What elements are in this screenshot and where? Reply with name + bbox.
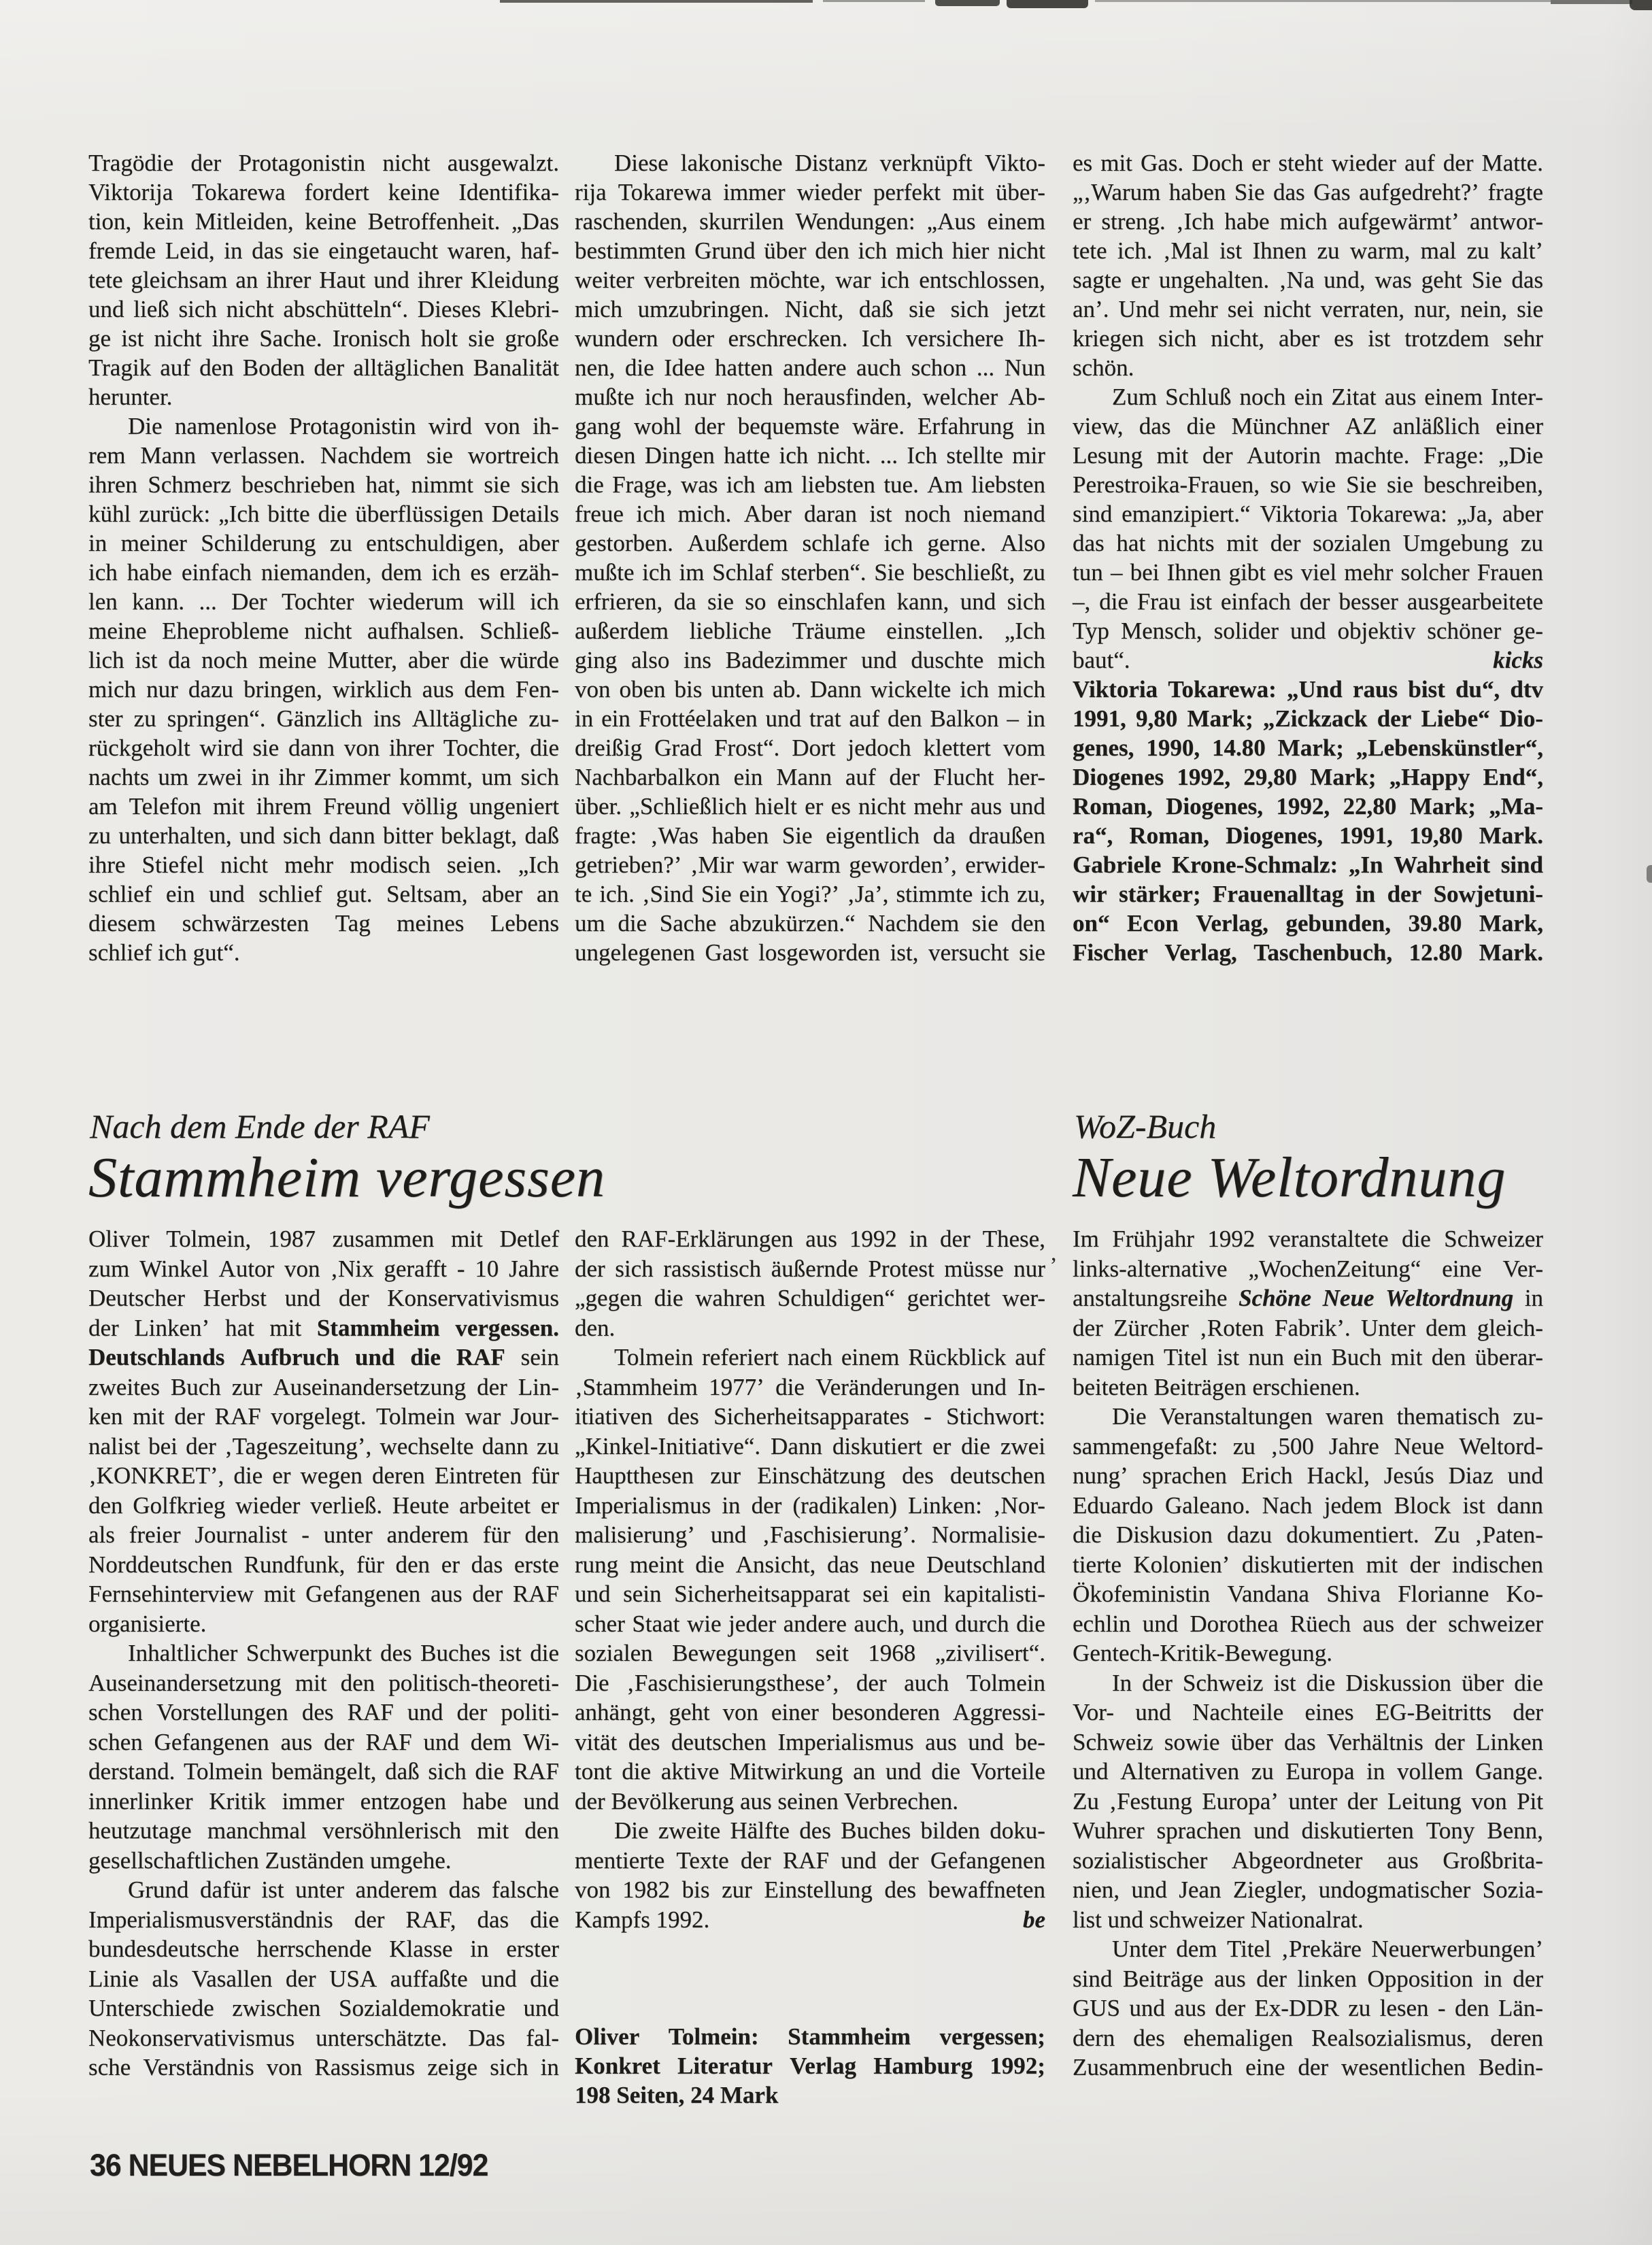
scan-edge-artifact (1551, 0, 1632, 4)
text-line: derstand. Tolmein bemängelt, daß sich die RAF (88, 1758, 559, 1785)
text-line: in ein Frottéelaken und trat auf den Balkon – in (575, 705, 1045, 732)
text-line: 198 Seiten, 24 Mark (575, 2082, 779, 2108)
text-line: innerlinker Kritik immer entzogen habe und (88, 1787, 559, 1814)
text-line: Fischer Verlag, Taschenbuch, 12.80 Mark. (1073, 939, 1543, 966)
text-line: tun – bei Ihnen gibt es viel mehr solcher Frauen (1073, 559, 1543, 586)
text-line: Inhaltlicher Schwerpunkt des Buches ist die (128, 1640, 559, 1666)
text-line: lich ist da noch meine Mutter, aber die würde (88, 647, 559, 673)
text-line: mich nur dazu bringen, wirklich aus dem Fen- (88, 676, 559, 703)
text-line: Roman, Diogenes, 1992, 22,80 Mark; „Ma- (1073, 793, 1543, 820)
text-line: Fernsehinterview mit Gefangenen aus der RAF (88, 1581, 559, 1607)
text-line: ken mit der RAF vorgelegt. Tolmein war Jour- (88, 1403, 559, 1430)
text-line: Die namenlose Protagonistin wird von ih- (128, 413, 559, 439)
text-line: Diese lakonische Distanz verknüpft Vikto- (614, 150, 1045, 176)
text-line: wir stärker; Frauenalltag in der Sowjetuni- (1073, 881, 1543, 907)
text-line: bestimmten Grund über den ich mich hier nicht (575, 237, 1045, 264)
text-line: zum Winkel Autor von ‚Nix gerafft - 10 Jahre (88, 1255, 559, 1282)
lower-column-2-bookref (575, 2022, 1045, 2110)
text-line: Ökofeministin Vandana Shiva Florianne Ko- (1073, 1581, 1543, 1607)
text-line: und Alternativen zu Europa in vollem Gange. (1073, 1758, 1543, 1785)
text-line: gesellschaftlichen Zuständen umgehe. (88, 1846, 452, 1874)
text-line: tont die aktive Mitwirkung an und die Vorteile (575, 1758, 1045, 1785)
author-signature: kicks (1493, 647, 1543, 673)
text-line: ster zu springen“. Gänzlich ins Alltägliche zu- (88, 705, 559, 732)
text-line: der Zürcher ‚Roten Fabrik’. Unter dem gleich- (1073, 1314, 1543, 1341)
text-line: Konkret Literatur Verlag Hamburg 1992; (575, 2053, 1045, 2079)
text-line: Neokonservativismus unterschätzte. Das fal- (88, 2024, 559, 2051)
text-line: Zusammenbruch eine der wesentlichen Bedin- (1073, 2054, 1543, 2080)
text-line: tete ich. ‚Mal ist Ihnen zu warm, mal zu kalt’ (1073, 237, 1543, 264)
text-line: zu unterhalten, und sich dann bitter beklagt, daß (88, 822, 559, 849)
text-line: den Golfkrieg wieder verließ. Heute arbeitet er (88, 1491, 559, 1519)
text-line: Zu ‚Festung Europa’ unter der Leitung von Pit (1073, 1787, 1543, 1814)
text-line: Typ Mensch, solider und objektiv schöner ge- (1073, 618, 1543, 644)
text-line: anhängt, geht von einer besonderen Aggressi- (575, 1699, 1045, 1725)
text-line: diesen Dingen hatte ich nicht. ... Ich stellte mir (575, 442, 1045, 469)
text-line: er streng. ‚Ich habe mich aufgewärmt’ antwor- (1073, 208, 1543, 235)
text-line: 1991, 9,80 Mark; „Zickzack der Liebe“ Dio- (1073, 705, 1543, 732)
text-line: außerdem liebliche Träume einstellen. „Ich (575, 618, 1045, 644)
text-line: sozialistischer Abgeordneter aus Großbrita- (1073, 1846, 1543, 1874)
text-line: erfrieren, da sie so einschlafen kann, und sich (575, 588, 1045, 615)
text-line: nen, die Idee hatten andere auch schon ... Nun (575, 354, 1045, 381)
text-line: tion, kein Mitleiden, keine Betroffenheit. „Das (88, 208, 559, 235)
scan-edge-artifact (1647, 865, 1652, 883)
text-line: Die ‚Faschisierungsthese’, der auch Tolmein (575, 1669, 1045, 1696)
text-line: kriegen sich nicht, aber es ist trotzdem sehr (1073, 325, 1543, 352)
text-line: „‚Warum haben Sie das Gas aufgedreht?’ fragte (1073, 179, 1543, 205)
text-line: genes, 1990, 14.80 Mark; „Lebenskünstler“, (1073, 735, 1543, 761)
text-line: list und schweizer Nationalrat. (1073, 1906, 1364, 1933)
text-line: on“ Econ Verlag, gebunden, 39.80 Mark, (1073, 910, 1543, 936)
text-line: Die Veranstaltungen waren thematisch zu- (1112, 1403, 1543, 1430)
text-line: die Frage, was ich am liebsten tue. Am liebsten (575, 471, 1045, 498)
text-line: ‚KONKRET’, die er wegen deren Eintreten für (88, 1462, 559, 1489)
scan-edge-artifact (500, 0, 813, 3)
text-line: mußte ich nur noch herausfinden, welcher Ab- (575, 384, 1045, 410)
text-line: fremde Leid, in das sie eingetaucht waren, haf- (88, 237, 559, 264)
text-line: mußte ich im Schlaf sterben“. Sie beschließt, zu (575, 559, 1045, 586)
text-line: itiativen des Sicherheitsapparates - Stichwort: (575, 1403, 1045, 1430)
text-line: sind Beiträge aus der linken Opposition in der (1073, 1965, 1543, 1992)
text-line: sagte er ungehalten. ‚Na und, was geht Sie das (1073, 267, 1543, 293)
lower-column-3 (1073, 1224, 1543, 2082)
text-line: Kampfs 1992. be (575, 1905, 1045, 1935)
scan-edge-artifact (1095, 0, 1551, 2)
text-line: In der Schweiz ist die Diskussion über die (1112, 1669, 1543, 1696)
text-line: tierte Kolonien’ diskutierten mit der indischen (1073, 1551, 1543, 1578)
text-line: Nachbarbalkon ein Mann auf der Flucht her- (575, 764, 1045, 790)
text-line: Linie als Vasallen der USA auffaßte und die (88, 1965, 559, 1992)
text-line: Tragik auf den Boden der alltäglichen Banalität (88, 354, 559, 381)
text-line: Wuhrer sprachen und diskutierten Tony Benn, (1073, 1817, 1543, 1844)
upper-column-1 (88, 148, 559, 967)
text-line: anstaltungsreihe Schöne Neue Weltordnung in (1073, 1285, 1543, 1311)
text-line: ge ist nicht ihre Sache. Ironisch holt sie große (88, 325, 559, 352)
text-line: „Kinkel-Initiative“. Dann diskutiert er die zwei (575, 1432, 1045, 1459)
text-line: schen Gefangenen aus der RAF und dem Wi- (88, 1728, 559, 1755)
text-line: am Telefon mit ihrem Freund völlig ungeniert (88, 793, 559, 820)
text-line: dreißig Grad Frost“. Dort jedoch klettert vom (575, 735, 1045, 761)
scan-edge-artifact (935, 0, 1000, 6)
gutter-print-artifact: , (1051, 1240, 1057, 1266)
text-line: Viktoria Tokarewa: „Und raus bist du“, dtv (1073, 676, 1543, 703)
text-line: nien, und Jean Ziegler, undogmatischer Sozia- (1073, 1876, 1543, 1903)
text-line: ihren Schmerz beschrieben hat, nimmt sie sich (88, 471, 559, 498)
text-line: Grund dafür ist unter anderem das falsche (128, 1876, 559, 1903)
text-line: beiteten Beiträgen erschienen. (1073, 1373, 1360, 1400)
text-line: Zum Schluß noch ein Zitat aus einem Inter- (1112, 384, 1543, 410)
text-line: und sein Sicherheitsapparat sei ein kapitalisti- (575, 1581, 1045, 1607)
text-line: rija Tokarewa immer wieder perfekt mit über- (575, 179, 1045, 205)
text-line: zweites Buch zur Auseinandersetzung der Lin- (88, 1373, 559, 1400)
text-line: sammengefaßt: zu ‚500 Jahre Neue Weltord- (1073, 1432, 1543, 1459)
text-line: „gegen die wahren Schuldigen“ gerichtet wer- (575, 1285, 1045, 1311)
text-line: Die zweite Hälfte des Buches bilden doku- (614, 1817, 1045, 1844)
text-line: schen Vorstellungen des RAF und der politi- (88, 1699, 559, 1725)
text-line: Imperialismus in der (radikalen) Linken: ‚Nor- (575, 1491, 1045, 1519)
upper-column-3 (1073, 148, 1543, 967)
text-line: sind emanzipiert.“ Viktoria Tokarewa: „Ja, aber (1073, 501, 1543, 527)
text-line: Diogenes 1992, 29,80 Mark; „Happy End“, (1073, 764, 1543, 790)
text-line: links-alternative „WochenZeitung“ eine Ver- (1073, 1255, 1543, 1282)
article-headline-left: Stammheim vergessen (88, 1146, 606, 1209)
text-line: der Bevölkerung aus seinen Verbrechen. (575, 1787, 959, 1814)
text-line: wundern oder erschrecken. Ich versichere Ih- (575, 325, 1045, 352)
text-line: scher Staat wie jeder andere auch, und durch die (575, 1610, 1045, 1637)
text-line: diesem schwärzesten Tag meines Lebens (88, 910, 559, 936)
text-line: Viktorija Tokarewa fordert keine Identifika- (88, 179, 559, 205)
text-line: den. (575, 1314, 616, 1341)
text-line: meine Eheprobleme nicht aufhalsen. Schließ- (88, 618, 559, 644)
text-line: ra“, Roman, Diogenes, 1991, 19,80 Mark. (1073, 822, 1543, 849)
text-line: ging also ins Badezimmer und duschte mich (575, 647, 1045, 673)
text-line: Hauptthesen zur Einschätzung des deutschen (575, 1462, 1045, 1489)
text-line: schön. (1073, 354, 1134, 381)
text-line: Gentech-Kritik-Bewegung. (1073, 1640, 1332, 1666)
text-line: ‚Stammheim 1977’ die Veränderungen und In- (575, 1373, 1045, 1400)
text-line: sche Verständnis von Rassismus zeige sich in (88, 2054, 559, 2080)
article-headline-right: Neue Weltordnung (1073, 1146, 1506, 1209)
text-line: Imperialismusverständnis der RAF, das die (88, 1906, 559, 1933)
text-line: rung meint die Ansicht, das neue Deutschland (575, 1551, 1045, 1578)
text-line: nachts um zwei in ihr Zimmer kommt, um sich (88, 764, 559, 790)
text-line: namigen Titel ist nun ein Buch mit den überar- (1073, 1344, 1543, 1370)
text-line: gestorben. Außerdem schlafe ich gerne. Also (575, 530, 1045, 556)
text-line: Schweiz sowie über das Verhältnis der Linken (1073, 1728, 1543, 1755)
text-line: kühl zurück: „Ich bitte die überflüssigen Details (88, 501, 559, 527)
text-line: ich habe einfach niemanden, dem ich es erzäh- (88, 559, 559, 586)
text-line: ihre Stiefel nicht mehr modisch seien. „Ich (88, 851, 559, 878)
text-line: Vor- und Nachteile eines EG-Beitritts der (1073, 1699, 1543, 1725)
text-line: Im Frühjahr 1992 veranstaltete die Schweizer (1073, 1226, 1543, 1252)
text-line: an’. Und mehr sei nicht verraten, nur, nein, sie (1073, 296, 1543, 322)
text-line: als freier Journalist - unter anderem für den (88, 1521, 559, 1548)
text-line: echlin und Dorothea Rüech aus der schweizer (1073, 1610, 1543, 1637)
text-line: vität des deutschen Imperialismus aus und be- (575, 1728, 1045, 1755)
text-line: tete gleichsam an ihrer Haut und ihrer Kleidung (88, 267, 559, 293)
text-line: schlief ein und schlief gut. Seltsam, aber an (88, 881, 559, 907)
text-line: von 1982 bis zur Einstellung des bewaffneten (575, 1876, 1045, 1903)
text-line: gang wohl der bequemste wäre. Erfahrung in (575, 413, 1045, 439)
upper-column-2 (575, 148, 1045, 967)
text-line: über. „Schließlich hielt er es nicht mehr aus und (575, 793, 1045, 820)
text-line: um die Sache abzukürzen.“ Nachdem sie den (575, 910, 1045, 936)
text-line: und ließ sich nicht abschütteln“. Dieses Klebri- (88, 296, 559, 322)
text-line: das hat nichts mit der sozialen Umgebung zu (1073, 530, 1543, 556)
text-line: –, die Frau ist einfach der besser ausgearbeitete (1073, 588, 1543, 615)
author-signature: be (1022, 1906, 1045, 1933)
text-line: fragte: ‚Was haben Sie eigentlich da draußen (575, 822, 1045, 849)
text-line: freue ich mich. Aber daran ist noch niemand (575, 501, 1045, 527)
text-line: sozialen Bewegungen seit 1968 „zivilisert“. (575, 1640, 1045, 1666)
page-footer: 36 NEUES NEBELHORN 12/92 (90, 2148, 488, 2182)
text-line: bundesdeutsche herrschende Klasse in erster (88, 1936, 559, 1962)
text-line: getrieben?’ ‚Mir war warm geworden’, erwider- (575, 851, 1045, 878)
text-line: der Linken’ hat mit Stammheim vergessen. (88, 1314, 559, 1341)
text-line: Deutscher Herbst und der Konservativismus (88, 1285, 559, 1311)
text-line: von oben bis unten ab. Dann wickelte ich mich (575, 676, 1045, 703)
text-line: Unterschiede zwischen Sozialdemokratie und (88, 1995, 559, 2021)
text-line: mentierte Texte der RAF und der Gefangenen (575, 1846, 1045, 1874)
text-line: Norddeutschen Rundfunk, für den er das erste (88, 1551, 559, 1578)
text-line: Eduardo Galeano. Nach jedem Block ist dann (1073, 1491, 1543, 1519)
text-line: weiter verbreiten möchte, war ich entschlossen, (575, 267, 1045, 293)
text-line: in meiner Schilderung zu entschuldigen, aber (88, 530, 559, 556)
text-line: nung’ sprachen Erich Hackl, Jesús Diaz und (1073, 1462, 1543, 1489)
text-line: baut“. kicks (1073, 647, 1543, 673)
lower-column-1 (88, 1224, 559, 2082)
text-line: dern des ehemaligen Realsozialismus, deren (1073, 2024, 1543, 2051)
text-line: Tragödie der Protagonistin nicht ausgewalzt. (88, 150, 559, 176)
text-line: organisierte. (88, 1610, 207, 1637)
scan-edge-artifact (1007, 0, 1088, 8)
lower-column-2 (575, 1224, 1045, 1934)
text-line: Unter dem Titel ‚Prekäre Neuerwerbungen’ (1112, 1936, 1543, 1962)
text-line: malisierung’ und ‚Faschisierung’. Normalisie- (575, 1521, 1045, 1548)
text-line: Oliver Tolmein, 1987 zusammen mit Detlef (88, 1226, 559, 1252)
text-line: den RAF-Erklärungen aus 1992 in der These, (575, 1226, 1045, 1252)
text-line: die Diskusion dazu dokumentiert. Zu ‚Paten- (1073, 1521, 1543, 1548)
scan-edge-artifact (1630, 0, 1652, 10)
text-line: heutzutage manchmal versöhnlerisch mit den (88, 1817, 559, 1844)
text-line: Tolmein referiert nach einem Rückblick auf (614, 1344, 1045, 1370)
text-line: der sich rassistisch äußernde Protest müsse nur (575, 1255, 1045, 1282)
text-line: schlief ich gut“. (88, 939, 240, 966)
text-line: raschenden, skurrilen Wendungen: „Aus einem (575, 208, 1045, 235)
text-line: te ich. ‚Sind Sie ein Yogi?’ ‚Ja’, stimmte ich zu, (575, 881, 1045, 907)
text-line: view, das die Münchner AZ anläßlich einer (1073, 413, 1543, 439)
text-line: Deutschlands Aufbruch und die RAF sein (88, 1344, 559, 1370)
article-kicker-right: WoZ-Buch (1074, 1107, 1217, 1145)
text-line: Auseinandersetzung mit den politisch-theoreti- (88, 1669, 559, 1696)
text-line: rückgeholt wird sie dann von ihrer Tochter, die (88, 735, 559, 761)
text-line: mich umzubringen. Nicht, daß sie sich jetzt (575, 296, 1045, 322)
text-line: herunter. (88, 384, 173, 410)
text-line: Perestroika-Frauen, so wie Sie sie beschreiben, (1073, 471, 1543, 498)
text-line: Lesung mit der Autorin machte. Frage: „Die (1073, 442, 1543, 469)
scan-edge-artifact (823, 0, 925, 2)
text-line: Gabriele Krone-Schmalz: „In Wahrheit sind (1073, 851, 1543, 878)
text-line: nalist bei der ‚Tageszeitung’, wechselte dann zu (88, 1432, 559, 1459)
text-line: len kann. ... Der Tochter wiederum will ich (88, 588, 559, 615)
article-kicker-left: Nach dem Ende der RAF (90, 1107, 430, 1145)
text-line: ungelegenen Gast losgeworden ist, versucht sie (575, 939, 1045, 966)
text-line: es mit Gas. Doch er steht wieder auf der Matte. (1073, 150, 1543, 176)
text-line: rem Mann verlassen. Nachdem sie wortreich (88, 442, 559, 469)
text-line: Oliver Tolmein: Stammheim vergessen; (575, 2023, 1045, 2050)
text-line: GUS und aus der Ex-DDR zu lesen - den Län- (1073, 1995, 1543, 2021)
